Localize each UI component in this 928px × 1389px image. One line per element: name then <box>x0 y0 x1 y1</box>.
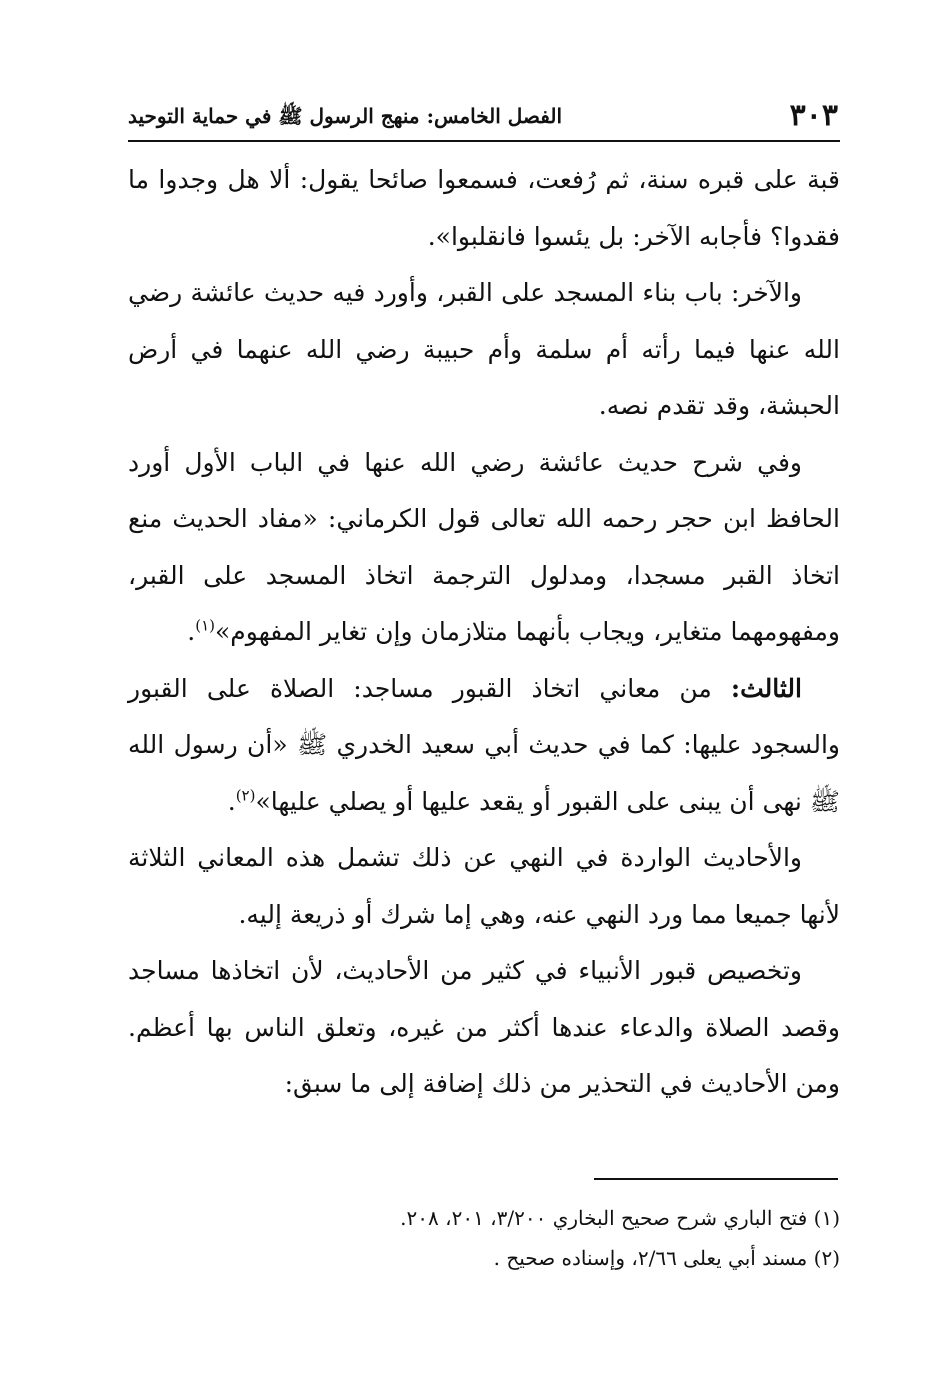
paragraph <box>128 435 840 661</box>
page-number: ٣٠٣ <box>789 98 838 133</box>
paragraph-lead: الثالث: <box>730 673 802 703</box>
paragraph <box>128 661 840 831</box>
paragraph-text: وتخصيص قبور الأنبياء في كثير من الأحاديث، لأن اتخاذها مساجد وقصد الصلاة والدعاء عندها أكثر من غيره، وتعلق الناس بها أعظم. ومن الأحاديث في التحذير من ذلك إضافة إلى ما سبق: <box>128 956 840 1098</box>
chapter-title: الفصل الخامس: منهج الرسول ﷺ في حماية التوحيد <box>128 104 563 128</box>
paragraph-text: والآخر: باب بناء المسجد على القبر، وأورد فيه حديث عائشة رضي الله عنها فيما رأته أم سلمة وأم حبيبة رضي الله عنهما في أرض الحبشة، وقد تقدم نصه. <box>128 278 840 420</box>
footnotes <box>128 1198 840 1278</box>
page-header <box>128 92 840 142</box>
paragraph-end: . <box>187 617 196 646</box>
paragraph-continuation <box>128 152 840 265</box>
body-text <box>128 152 840 1113</box>
paragraph-text: من معاني اتخاذ القبور مساجد: الصلاة على القبور والسجود عليها: كما في حديث أبي سعيد الخدري ﷺ «أن رسول الله ﷺ نهى أن يبنى على القبور أو يقعد عليها أو يصلي عليها» <box>128 673 840 816</box>
footnote-reference: (٢) <box>235 786 256 805</box>
footnote: (٢) مسند أبي يعلى ٢/٦٦، وإسناده صحيح . <box>493 1246 840 1270</box>
paragraph-text: وفي شرح حديث عائشة رضي الله عنها في الباب الأول أورد الحافظ ابن حجر رحمه الله تعالى قول الكرماني: «مفاد الحديث منع اتخاذ القبر مسجدا، ومدلول الترجمة اتخاذ المسجد على القبر، ومفهومهما متغاير، ويجاب بأنهما متلازمان وإن تغاير المفهوم» <box>128 447 840 646</box>
paragraph <box>128 943 840 1113</box>
paragraph <box>128 265 840 435</box>
paragraph-text: والأحاديث الواردة في النهي عن ذلك تشمل هذه المعاني الثلاثة لأنها جميعا مما ورد النهي عنه، وهي إما شرك أو ذريعة إليه. <box>128 843 840 929</box>
footnote: (١) فتح الباري شرح صحيح البخاري ٣/٢٠٠، ٢٠١، ٢٠٨. <box>400 1206 840 1230</box>
paragraph <box>128 830 840 943</box>
paragraph-end: . <box>227 786 236 816</box>
footnote-separator <box>594 1178 838 1180</box>
footnote-reference: (١) <box>195 616 216 635</box>
paragraph-text: قبة على قبره سنة، ثم رُفعت، فسمعوا صائحا يقول: ألا هل وجدوا ما فقدوا؟ فأجابه الآخر: بل يئسوا فانقلبوا». <box>128 165 840 251</box>
